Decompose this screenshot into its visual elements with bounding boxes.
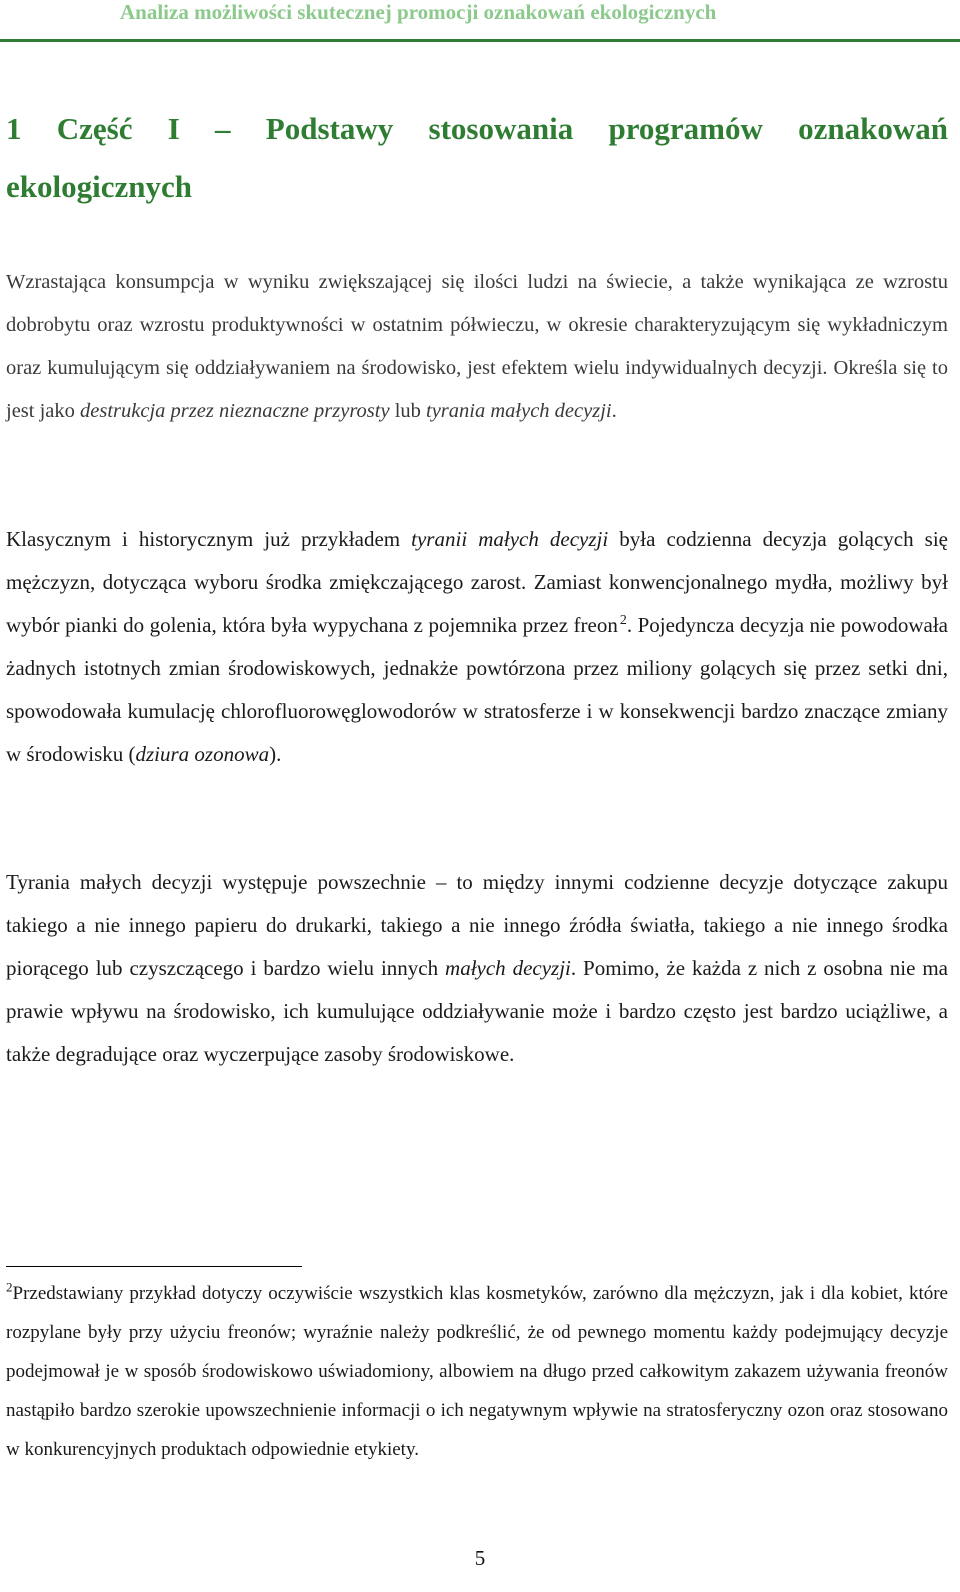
italic-term: tyrania małych decyzji: [426, 400, 612, 422]
footnote-text: Przedstawiany przykład dotyczy oczywiście wszystkich klas kosmetyków, zarówno dla mężczyzn, jak i dla kobiet, które rozpylane były przy użyciu freonów; wyraźnie należy podkreślić, że od pewnego momentu każdy podejmujący decyzje podejmował je w sposób środowiskowo uświadomiony, albowiem na długo przed całkowitym zakazem używania freonów nastąpiło bardzo szerokie upowszechnienie informacji o ich negatywnym wpływie na stratosferyczny ozon oraz stosowano w konkurencyjnych produktach odpowiednie etykiety.: [6, 1283, 948, 1460]
paragraph-consumption: [6, 261, 948, 433]
italic-term: dziura ozonowa: [135, 742, 270, 766]
paragraph-text: . Pojedyncza decyzja nie powodowała żadnych istotnych zmian środowiskowych, jednakże powtórzona przez miliony golących się przez setki dni, spowodowała kumulację chlorofluorowęglowodorów w stratosferze i w konsekwencji bardzo znaczące zmiany w środowisku (: [6, 613, 948, 766]
running-header-title: Analiza możliwości skutecznej promocji oznakowań ekologicznych: [120, 0, 717, 24]
paragraph-text: . Pomimo, że każda z nich z osobna nie ma prawie wpływu na środowisko, ich kumulujące oddziaływanie może i bardzo często jest bardzo uciążliwe, a także degradujące oraz wyczerpujące zasoby środowiskowe.: [6, 956, 948, 1066]
paragraph-text: ).: [269, 742, 282, 766]
paragraph-text: Tyrania małych decyzji występuje powszechnie – to między innymi codzienne decyzje dotyczące zakupu takiego a nie innego papieru do drukarki, takiego a nie innego źródła światła, takiego a nie innego środka piorącego lub czyszczącego i bardzo wielu innych: [6, 870, 948, 980]
footnote: [6, 1274, 948, 1469]
footnote-divider: [6, 1266, 302, 1267]
italic-term: małych decyzji: [445, 956, 571, 980]
paragraph-tyranny: [6, 861, 948, 1076]
footnote-reference[interactable]: 2: [619, 613, 627, 628]
footnote-mark: 2: [6, 1279, 13, 1295]
paragraph-shaving-example: [6, 518, 948, 776]
paragraph-text: .: [611, 400, 617, 422]
paragraph-text: Klasycznym i historycznym już przykładem: [6, 527, 412, 551]
running-header: [0, 0, 960, 42]
italic-term: destrukcja przez nieznaczne przyrosty: [80, 400, 390, 422]
paragraph-text: Wzrastająca konsumpcja w wyniku zwiększającej się ilości ludzi na świecie, a także wynikająca ze wzrostu dobrobytu oraz wzrostu produktywności w ostatnim półwieczu, w okresie charakteryzującym się wykładniczym oraz kumulującym się oddziaływaniem na środowisko, jest efektem wielu indywidualnych decyzji. Określa się to jest jako: [6, 271, 948, 422]
chapter-heading: 1 Część I – Podstawy stosowania programów oznakowań ekologicznych: [6, 111, 948, 204]
paragraph-text: była codzienna decyzja golących się mężczyzn, dotycząca wyboru środka zmiękczającego zarost. Zamiast konwencjonalnego mydła, możliwy był wybór pianki do golenia, która była wypychana z pojemnika przez freon: [6, 527, 948, 637]
paragraph-text: lub: [389, 400, 427, 422]
italic-term: tyranii małych decyzji: [411, 527, 609, 551]
page-number: 5: [474, 1546, 486, 1570]
